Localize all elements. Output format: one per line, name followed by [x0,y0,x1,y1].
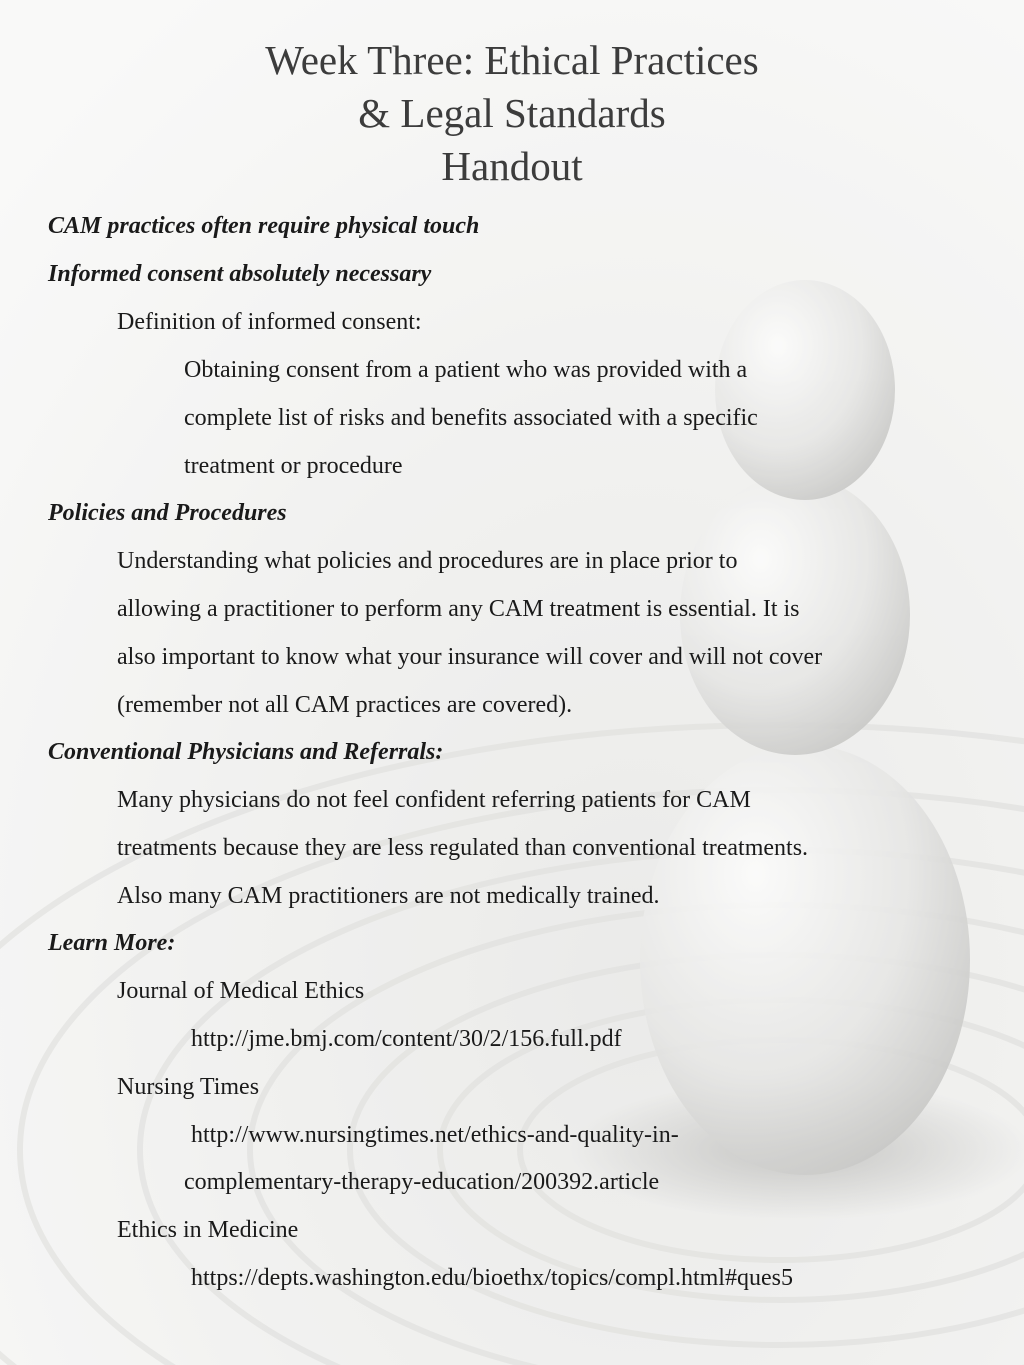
cam-touch-heading: CAM practices often require physical touch [48,213,480,239]
consent-heading: Informed consent absolutely necessary [48,261,432,287]
consent-definition-label: Definition of informed consent: [117,309,422,335]
consent-definition-line: Obtaining consent from a patient who was provided with a [184,357,748,383]
resource-name-ethics-medicine: Ethics in Medicine [117,1217,299,1243]
physicians-text-line: Many physicians do not feel confident referring patients for CAM [117,787,751,813]
policies-text-line: allowing a practitioner to perform any CAM treatment is essential. It is [117,596,800,622]
policies-heading: Policies and Procedures [48,500,287,526]
physicians-text-line: treatments because they are less regulated than conventional treatments. [117,835,809,861]
policies-text-line: (remember not all CAM practices are covered). [117,692,573,718]
title-line-2: & Legal Standards [358,90,666,136]
physicians-text-line: Also many CAM practitioners are not medically trained. [117,883,660,909]
resource-link-nursing-times-cont[interactable]: complementary-therapy-education/200392.article [184,1169,660,1195]
resource-link-nursing-times[interactable]: http://www.nursingtimes.net/ethics-and-quality-in- [191,1122,679,1148]
resource-name-jme: Journal of Medical Ethics [117,978,365,1004]
consent-definition-line: treatment or procedure [184,453,403,479]
learn-more-heading: Learn More: [48,930,176,956]
consent-definition-line: complete list of risks and benefits associated with a specific [184,405,758,431]
policies-text-line: Understanding what policies and procedures are in place prior to [117,548,738,574]
policies-text-line: also important to know what your insurance will cover and will not cover [117,644,823,670]
resource-link-ethics-medicine[interactable]: https://depts.washington.edu/bioethx/topics/compl.html#ques5 [191,1265,793,1291]
title-line-1: Week Three: Ethical Practices [265,37,759,83]
resource-name-nursing-times: Nursing Times [117,1074,260,1100]
title-line-3: Handout [441,143,583,189]
resource-link-jme[interactable]: http://jme.bmj.com/content/30/2/156.full.pdf [191,1026,622,1052]
physicians-heading: Conventional Physicians and Referrals: [48,739,444,765]
